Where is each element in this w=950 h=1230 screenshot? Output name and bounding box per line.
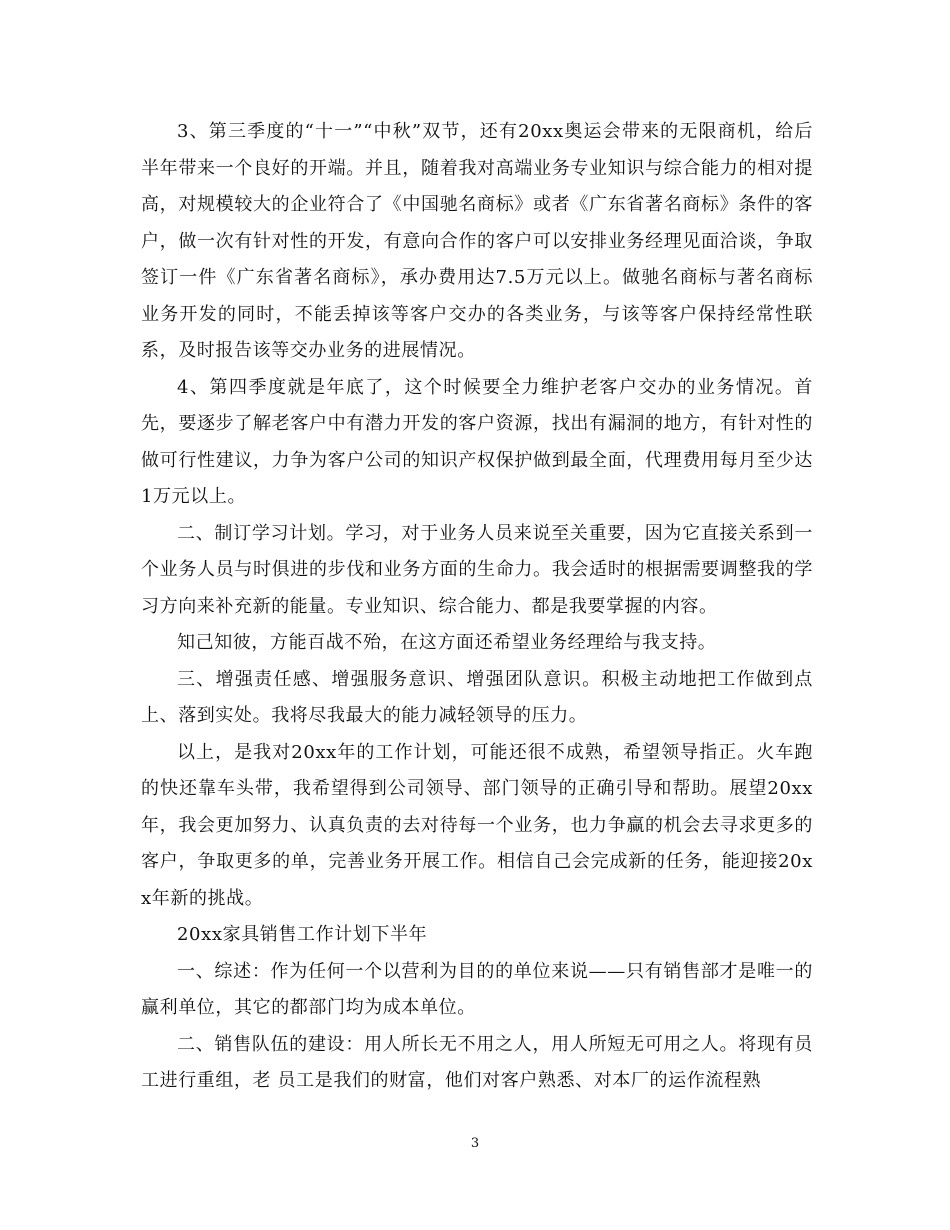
paragraph-support: 知己知彼，方能百战不殆，在这方面还希望业务经理给与我支持。 <box>177 632 717 653</box>
paragraph-responsibility: 三、增强责任感、增强服务意识、增强团队意识。积极主动地把工作做到点上、落到实处。我将尽我最大的能力减轻领导的压力。 <box>141 668 813 726</box>
document-body <box>141 114 813 1100</box>
page-number: 3 <box>470 1136 480 1151</box>
paragraph-q3-plan: 3、第三季度的“十一”“中秋”双节，还有20xx奥运会带来的无限商机，给后半年带来一个良好的开端。并且，随着我对高端业务专业知识与综合能力的相对提高，对规模较大的企业符合了《中国驰名商标》或者《广东省著名商标》条件的客户，做一次有针对性的开发，有意向合作的客户可以安排业务经理见面洽谈，争取签订一件《广东省著名商标》，承办费用达7.5万元以上。做驰名商标与著名商标业务开发的同时，不能丢掉该等客户交办的各类业务，与该等客户保持经常性联系，及时报告该等交办业务的进展情况。 <box>141 121 813 361</box>
paragraph-overview: 一、综述：作为任何一个以营利为目的的单位来说——只有销售部才是唯一的赢利单位，其它的都部门均为成本单位。 <box>141 960 813 1018</box>
paragraph-q4-plan: 4、第四季度就是年底了，这个时候要全力维护老客户交办的业务情况。首先，要逐步了解老客户中有潜力开发的客户资源，找出有漏洞的地方，有针对性的做可行性建议，力争为客户公司的知识产权保护做到最全面，代理费用每月至少达1万元以上。 <box>141 376 813 507</box>
paragraph-conclusion: 以上，是我对20xx年的工作计划，可能还很不成熟，希望领导指正。火车跑的快还靠车头带，我希望得到公司领导、部门领导的正确引导和帮助。展望20xx年，我会更加努力、认真负责的去对待每一个业务，也力争赢的机会去寻求更多的客户，争取更多的单，完善业务开展工作。相信自己会完成新的任务，能迎接20xx年新的挑战。 <box>141 741 813 909</box>
paragraph-study-plan: 二、制订学习计划。学习，对于业务人员来说至关重要，因为它直接关系到一个业务人员与时俱进的步伐和业务方面的生命力。我会适时的根据需要调整我的学习方向来补充新的能量。专业知识、综合能力、都是我要掌握的内容。 <box>141 522 813 617</box>
section-heading: 20xx家具销售工作计划下半年 <box>177 924 428 945</box>
paragraph-sales-team: 二、销售队伍的建设：用人所长无不用之人，用人所短无可用之人。将现有员工进行重组，老 员工是我们的财富，他们对客户熟悉、对本厂的运作流程熟 <box>141 1033 813 1091</box>
